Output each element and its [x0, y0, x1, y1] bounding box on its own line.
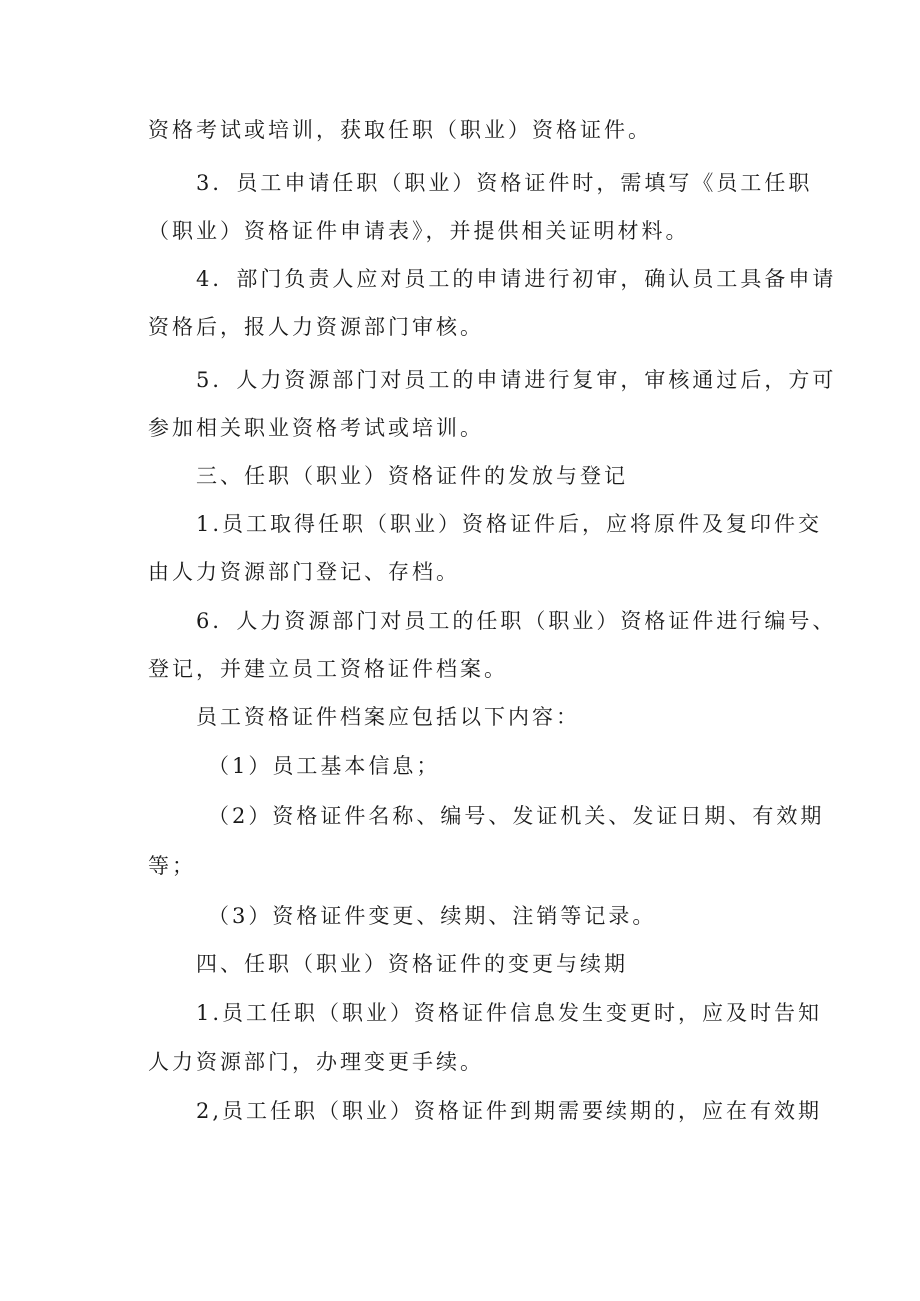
list-item-1: （1）员工基本信息； [208, 754, 441, 778]
text-line-21: 2,员工任职（职业）资格证件到期需要续期的，应在有效期 [196, 1099, 823, 1123]
text-line-9: 1.员工取得任职（职业）资格证件后，应将原件及复印件交 [196, 512, 823, 536]
section-heading-4: 四、任职（职业）资格证件的变更与续期 [196, 952, 628, 976]
text-line-13: 员工资格证件档案应包括以下内容： [196, 705, 580, 729]
text-line-11: 6．人力资源部门对员工的任职（职业）资格证件进行编号、 [196, 609, 837, 633]
text-line-6: 5．人力资源部门对员工的申请进行复审，审核通过后，方可 [196, 368, 837, 392]
text-line-2: 3．员工申请任职（职业）资格证件时，需填写《员工任职 [196, 171, 813, 195]
text-line-1: 资格考试或培训，获取任职（职业）资格证件。 [148, 118, 652, 142]
text-line-7: 参加相关职业资格考试或培训。 [148, 416, 484, 440]
text-line-12: 登记，并建立员工资格证件档案。 [148, 657, 508, 681]
text-line-3: （职业）资格证件申请表》，并提供相关证明材料。 [148, 219, 690, 243]
text-line-4: 4．部门负责人应对员工的申请进行初审，确认员工具备申请 [196, 267, 837, 291]
text-line-5: 资格后，报人力资源部门审核。 [148, 315, 484, 339]
list-item-3: （3）资格证件变更、续期、注销等记录。 [208, 904, 657, 928]
text-line-19: 1.员工任职（职业）资格证件信息发生变更时，应及时告知 [196, 1001, 823, 1025]
list-item-2-continued: 等； [148, 854, 196, 878]
text-line-10: 由人力资源部门登记、存档。 [148, 560, 460, 584]
list-item-2: （2）资格证件名称、编号、发证机关、发证日期、有效期 [208, 804, 825, 828]
section-heading-3: 三、任职（职业）资格证件的发放与登记 [196, 464, 628, 488]
text-line-20: 人力资源部门，办理变更手续。 [148, 1050, 484, 1074]
